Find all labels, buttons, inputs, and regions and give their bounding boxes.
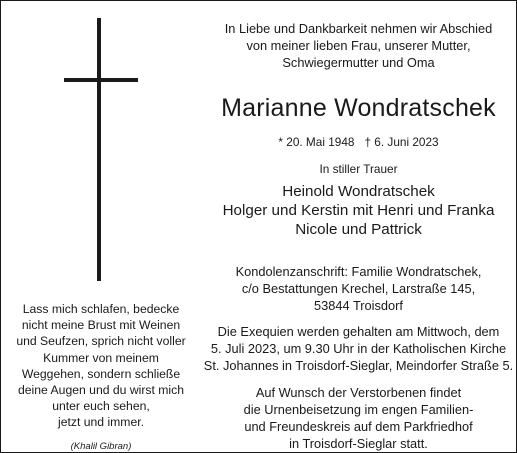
mourner-line: Nicole und Pattrick (295, 221, 422, 238)
cross-horizontal-bar (64, 78, 138, 82)
urn-line: die Urnenbeisetzung im engen Familien- (243, 402, 474, 417)
farewell-intro (201, 20, 516, 71)
poem-line: Weggehen, sondern schließe (21, 366, 181, 381)
poem-line: deine Augen und du wirst mich (18, 383, 184, 398)
birth-date: * 20. Mai 1948 (278, 135, 355, 149)
cross-icon (64, 18, 138, 281)
cross-vertical-bar (97, 18, 101, 281)
poem-line: jetzt und immer. (57, 415, 145, 430)
poem-text (3, 301, 199, 431)
urn-burial-info (201, 384, 516, 452)
mourner-line: Heinold Wondratschek (282, 183, 435, 200)
service-line: Die Exequien werden gehalten am Mittwoch, dem (217, 324, 500, 339)
intro-line: von meiner lieben Frau, unserer Mutter, (246, 38, 471, 53)
mourners-list (201, 182, 516, 239)
service-line: 5. Juli 2023, um 9.30 Uhr in der Katholischen Kirche (210, 341, 507, 356)
poem-line: nicht meine Brust mit Weinen (21, 318, 181, 333)
mourning-label: In stiller Trauer (319, 162, 398, 176)
urn-line: Auf Wunsch der Verstorbenen findet (255, 385, 462, 400)
intro-line: In Liebe und Dankbarkeit nehmen wir Abschied (224, 21, 493, 36)
condolence-line: 53844 Troisdorf (314, 298, 403, 313)
intro-line: Schwiegermutter und Oma (282, 55, 435, 70)
service-line: St. Johannes in Troisdorf-Sieglar, Meindorfer Straße 5. (203, 358, 514, 373)
death-date: † 6. Juni 2023 (364, 135, 439, 149)
urn-line: und Freundeskreis auf dem Parkfriedhof (244, 419, 473, 434)
life-dates (201, 135, 516, 150)
poem-block (3, 301, 199, 453)
condolence-line: c/o Bestattungen Krechel, Larstraße 145, (241, 281, 476, 296)
poem-line: Lass mich schlafen, bedecke (22, 302, 180, 316)
poem-line: und Seufzen, sprich nicht voller (16, 334, 186, 349)
poem-author: (Khalil Gibran) (70, 440, 132, 452)
poem-line: Kummer von meinem (43, 350, 159, 365)
funeral-service-info (201, 323, 516, 374)
mourner-line: Holger und Kerstin mit Henri und Franka (222, 202, 495, 219)
deceased-name: Marianne Wondratschek (221, 94, 496, 122)
condolence-address (201, 263, 516, 314)
urn-line: in Troisdorf-Sieglar statt. (289, 436, 428, 451)
condolence-line: Kondolenzanschrift: Familie Wondratschek, (235, 264, 482, 279)
poem-line: unter euch sehen, (52, 399, 150, 414)
